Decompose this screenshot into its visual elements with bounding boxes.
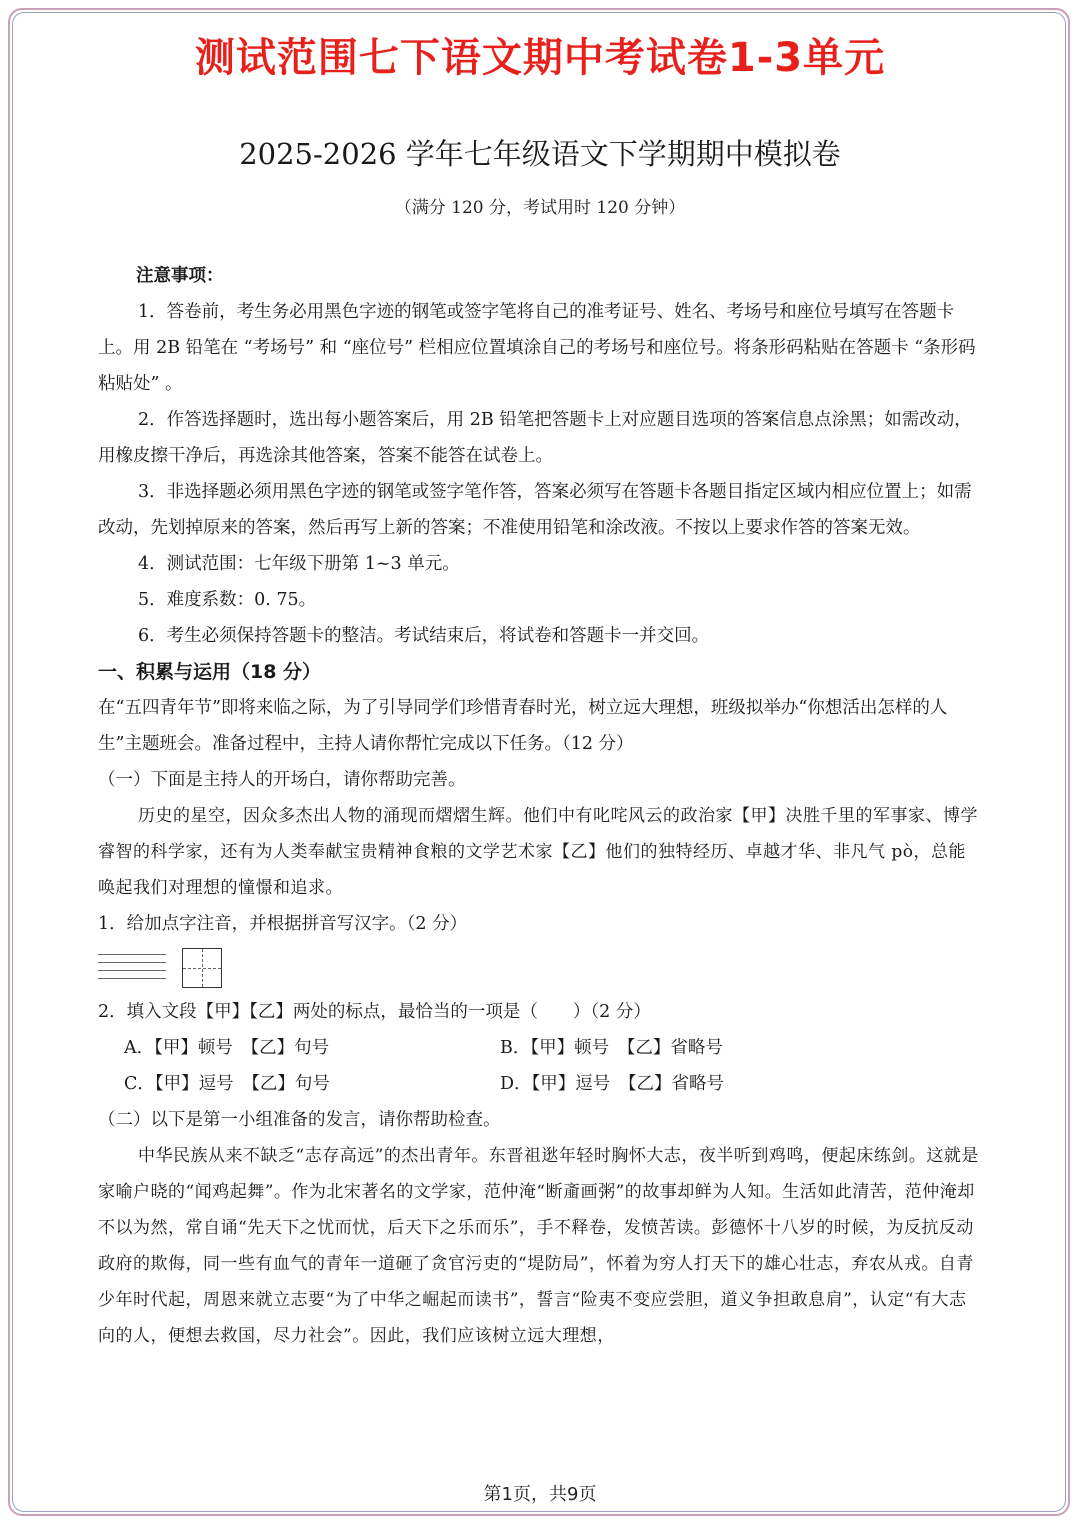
notice-item: 6．考生必须保持答题卡的整洁。考试结束后，将试卷和答题卡一并交回。: [138, 626, 710, 646]
notice-item: 4．测试范围：七年级下册第 1~3 单元。: [138, 554, 460, 574]
part2-heading: （二）以下是第一小组准备的发言，请你帮助检查。: [98, 1110, 501, 1130]
options-row: [98, 1030, 982, 1066]
notice-heading: 注意事项：: [136, 266, 224, 286]
question-1: 1．给加点字注音，并根据拼音写汉字。（2 分）: [98, 914, 468, 934]
character-grid-box[interactable]: [182, 948, 222, 988]
answer-writing-area[interactable]: [98, 942, 982, 994]
option-c[interactable]: C．【甲】逗号 【乙】句号: [124, 1074, 330, 1094]
notice-item: 5．难度系数：0. 75。: [138, 590, 317, 610]
notice-block: [98, 258, 982, 1354]
option-b[interactable]: B．【甲】顿号 【乙】省略号: [500, 1038, 723, 1058]
notice-item: 3．非选择题必须用黑色字迹的钢笔或签字笔作答，答案必须写在答题卡各题目指定区域内相应位置上；如需改动，先划掉原来的答案，然后再写上新的答案；不准使用铅笔和涂改液。不按以上要求作答的答案无效。: [98, 482, 972, 538]
notice-item: 2．作答选择题时，选出每小题答案后，用 2B 铅笔把答题卡上对应题目选项的答案信息点涂黑；如需改动，用橡皮擦干净后，再选涂其他答案，答案不能答在试卷上。: [98, 410, 972, 466]
part2-passage: 中华民族从来不缺乏“志存高远”的杰出青年。东晋祖逖年轻时胸怀大志，夜半听到鸡鸣，便起床练剑。这就是家喻户晓的“闻鸡起舞”。作为北宋著名的文学家，范仲淹“断齑画粥”的故事却鲜为人知。生活如此清苦，范仲淹却不以为然，常自诵“先天下之忧而忧，后天下之乐而乐”，手不释卷，发愤苦读。彭德怀十八岁的时候，为反抗反动政府的欺侮，同一些有血气的青年一道砸了贪官污吏的“堤防局”，怀着为穷人打天下的雄心壮志，弃农从戎。自青少年时代起，周恩来就立志要“为了中华之崛起而读书”，誓言“险夷不变应尝胆，道义争担敢息肩”，认定“有大志向的人，便想去救国，尽力社会”。因此，我们应该树立远大理想，: [98, 1146, 979, 1346]
pinyin-lines[interactable]: [98, 954, 166, 986]
option-a[interactable]: A．【甲】顿号 【乙】句号: [124, 1038, 330, 1058]
option-d[interactable]: D．【甲】逗号 【乙】省略号: [500, 1074, 725, 1094]
section-intro: 在“五四青年节”即将来临之际，为了引导同学们珍惜青春时光，树立远大理想，班级拟举办“你想活出怎样的人生”主题班会。准备过程中，主持人请你帮忙完成以下任务。（12 分）: [98, 698, 948, 754]
exam-title: 2025-2026 学年七年级语文下学期期中模拟卷: [239, 137, 841, 171]
section-heading: 一、积累与运用（18 分）: [98, 661, 322, 683]
question-2: 2．填入文段【甲】【乙】两处的标点，最恰当的一项是（ ）（2 分）: [98, 1002, 651, 1022]
options-row: [98, 1066, 982, 1102]
notice-item: 1．答卷前，考生务必用黑色字迹的钢笔或签字笔将自己的准考证号、姓名、考场号和座位号填写在答题卡上。用 2B 铅笔在 “考场号” 和 “座位号” 栏相应位置填涂自己的考场号和座位号。将条形码粘贴在答题卡 “条形码粘贴处” 。: [98, 302, 976, 394]
part1-passage: 历史的星空，因众多杰出人物的涌现而熠熠生辉。他们中有叱咤风云的政治家【甲】决胜千里的军事家、博学睿智的科学家，还有为人类奉献宝贵精神食粮的文学艺术家【乙】他们的独特经历、卓越才华、非凡气 pò，总能唤起我们对理想的憧憬和追求。: [98, 806, 978, 898]
part1-heading: （一）下面是主持人的开场白，请你帮助完善。: [98, 770, 466, 790]
page-number: 第1页，共9页: [483, 1484, 597, 1505]
exam-subtitle: （满分 120 分，考试用时 120 分钟）: [394, 198, 686, 218]
exam-scope-banner: 测试范围七下语文期中考试卷1-3单元: [194, 35, 886, 81]
